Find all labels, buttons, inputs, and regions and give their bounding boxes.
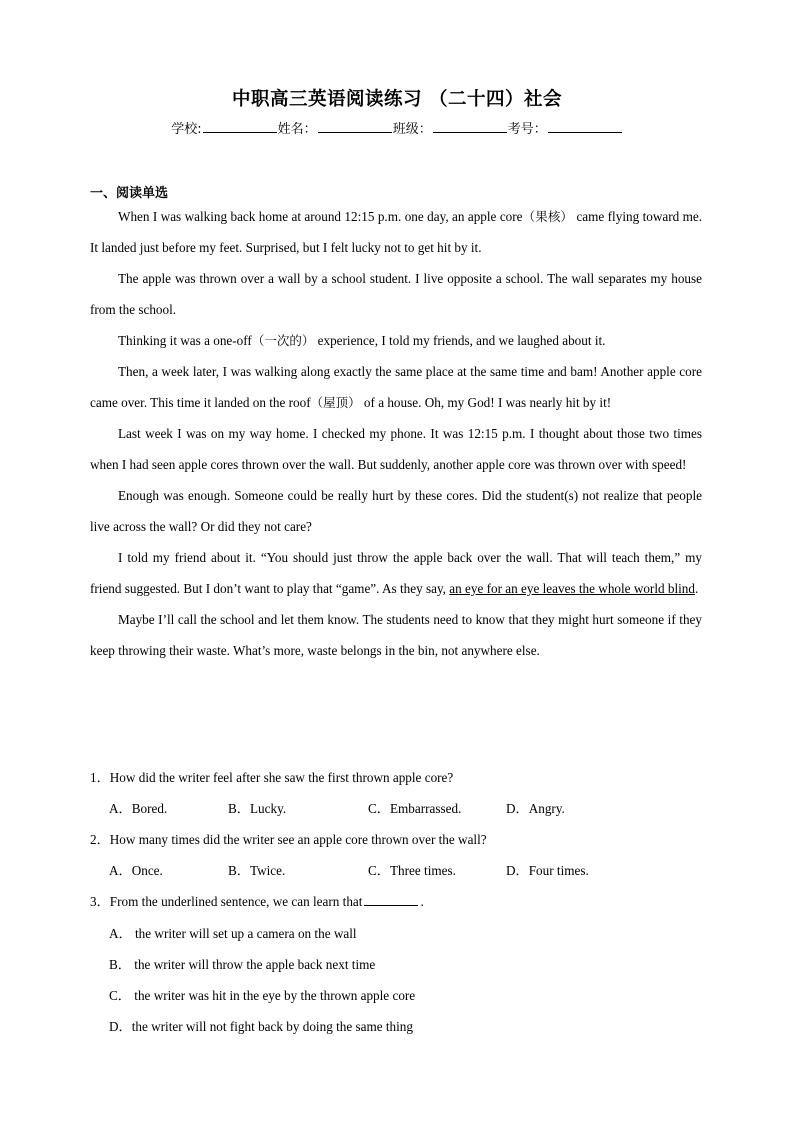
student-info-line	[0, 118, 794, 137]
paragraph-7-text-b: .	[695, 581, 699, 596]
school-label: 学校:	[171, 122, 202, 137]
name-label: 姓名：	[277, 122, 317, 137]
school-blank[interactable]	[203, 120, 277, 133]
class-blank[interactable]	[433, 120, 507, 133]
paragraph-4-text-b: of a house. Oh, my God! I was nearly hit by it!	[360, 395, 612, 410]
paragraph-3	[90, 325, 702, 356]
exam-no-blank[interactable]	[548, 120, 622, 133]
question-3-stem-text: 3．From the underlined sentence, we can learn that	[90, 894, 363, 909]
paragraph-7	[90, 542, 702, 604]
question-3-option-d[interactable]: D．the writer will not fight back by doing the same thing	[109, 1019, 413, 1034]
question-1-option-a[interactable]: A．Bored.	[109, 801, 168, 816]
paragraph-1	[90, 201, 702, 263]
paragraph-3-gloss: （一次的）	[251, 333, 315, 348]
paragraph-4-gloss: （屋顶）	[310, 395, 361, 410]
question-2-option-d[interactable]: D．Four times.	[506, 863, 589, 878]
name-blank[interactable]	[318, 120, 392, 133]
class-label: 班级：	[392, 122, 432, 137]
paragraph-1-gloss: （果核）	[522, 209, 574, 224]
question-1-option-d[interactable]: D．Angry.	[506, 801, 565, 816]
question-2-stem: 2．How many times did the writer see an apple core thrown over the wall?	[90, 832, 487, 847]
question-3-stem	[90, 892, 424, 912]
question-1-stem: 1．How did the writer feel after she saw the first thrown apple core?	[90, 770, 454, 785]
paragraph-2: The apple was thrown over a wall by a school student. I live opposite a school. The wall separates my house from the school.	[90, 271, 702, 317]
question-2-option-c[interactable]: C．Three times.	[368, 863, 456, 878]
question-3-option-b[interactable]: B． the writer will throw the apple back next time	[109, 957, 376, 972]
reading-passage	[90, 201, 702, 666]
question-2-option-b[interactable]: B．Twice.	[228, 863, 286, 878]
question-3-answer-blank[interactable]	[364, 893, 418, 906]
paragraph-1-text-b: came flying toward me. It landed just before my feet. Surprised, but I felt lucky not to get hit by it.	[90, 209, 702, 255]
question-3-option-a[interactable]: A． the writer will set up a camera on the wall	[109, 926, 357, 941]
question-3-stem-end: .	[420, 894, 424, 909]
underlined-sentence: an eye for an eye leaves the whole world blind	[449, 581, 695, 596]
question-2-option-a[interactable]: A．Once.	[109, 863, 163, 878]
paragraph-8: Maybe I’ll call the school and let them know. The students need to know that they might hurt someone if they keep throwing their waste. What’s more, waste belongs in the bin, not anywhere else.	[90, 612, 702, 658]
paragraph-5: Last week I was on my way home. I checked my phone. It was 12:15 p.m. I thought about those two times when I had seen apple cores thrown over the wall. But suddenly, another apple core was thrown over with speed!	[90, 426, 702, 472]
paragraph-4	[90, 356, 702, 418]
paragraph-7-text-a: I told my friend about it. “You should just throw the apple back over the wall. That will teach them,” my friend suggested. But I don’t want to play that “game”. As they say,	[90, 550, 702, 596]
paragraph-3-text-b: experience, I told my friends, and we laughed about it.	[314, 333, 606, 348]
paragraph-1-text-a: When I was walking back home at around 12:15 p.m. one day, an apple core	[118, 209, 523, 224]
question-1-option-b[interactable]: B．Lucky.	[228, 801, 287, 816]
question-3-option-c[interactable]: C． the writer was hit in the eye by the thrown apple core	[109, 988, 416, 1003]
section-heading: 一、阅读单选	[90, 186, 169, 201]
paragraph-4-text-a: Then, a week later, I was walking along exactly the same place at the same time and bam! Another apple core came over. This time it landed on the roof	[90, 364, 702, 410]
page-title: 中职高三英语阅读练习 （二十四）社会	[232, 89, 562, 110]
paragraph-6: Enough was enough. Someone could be really hurt by these cores. Did the student(s) not realize that people live across the wall? Or did they not care?	[90, 488, 702, 534]
exam-no-label: 考号：	[507, 122, 547, 137]
paragraph-3-text-a: Thinking it was a one-off	[118, 333, 252, 348]
question-1-option-c[interactable]: C．Embarrassed.	[368, 801, 462, 816]
